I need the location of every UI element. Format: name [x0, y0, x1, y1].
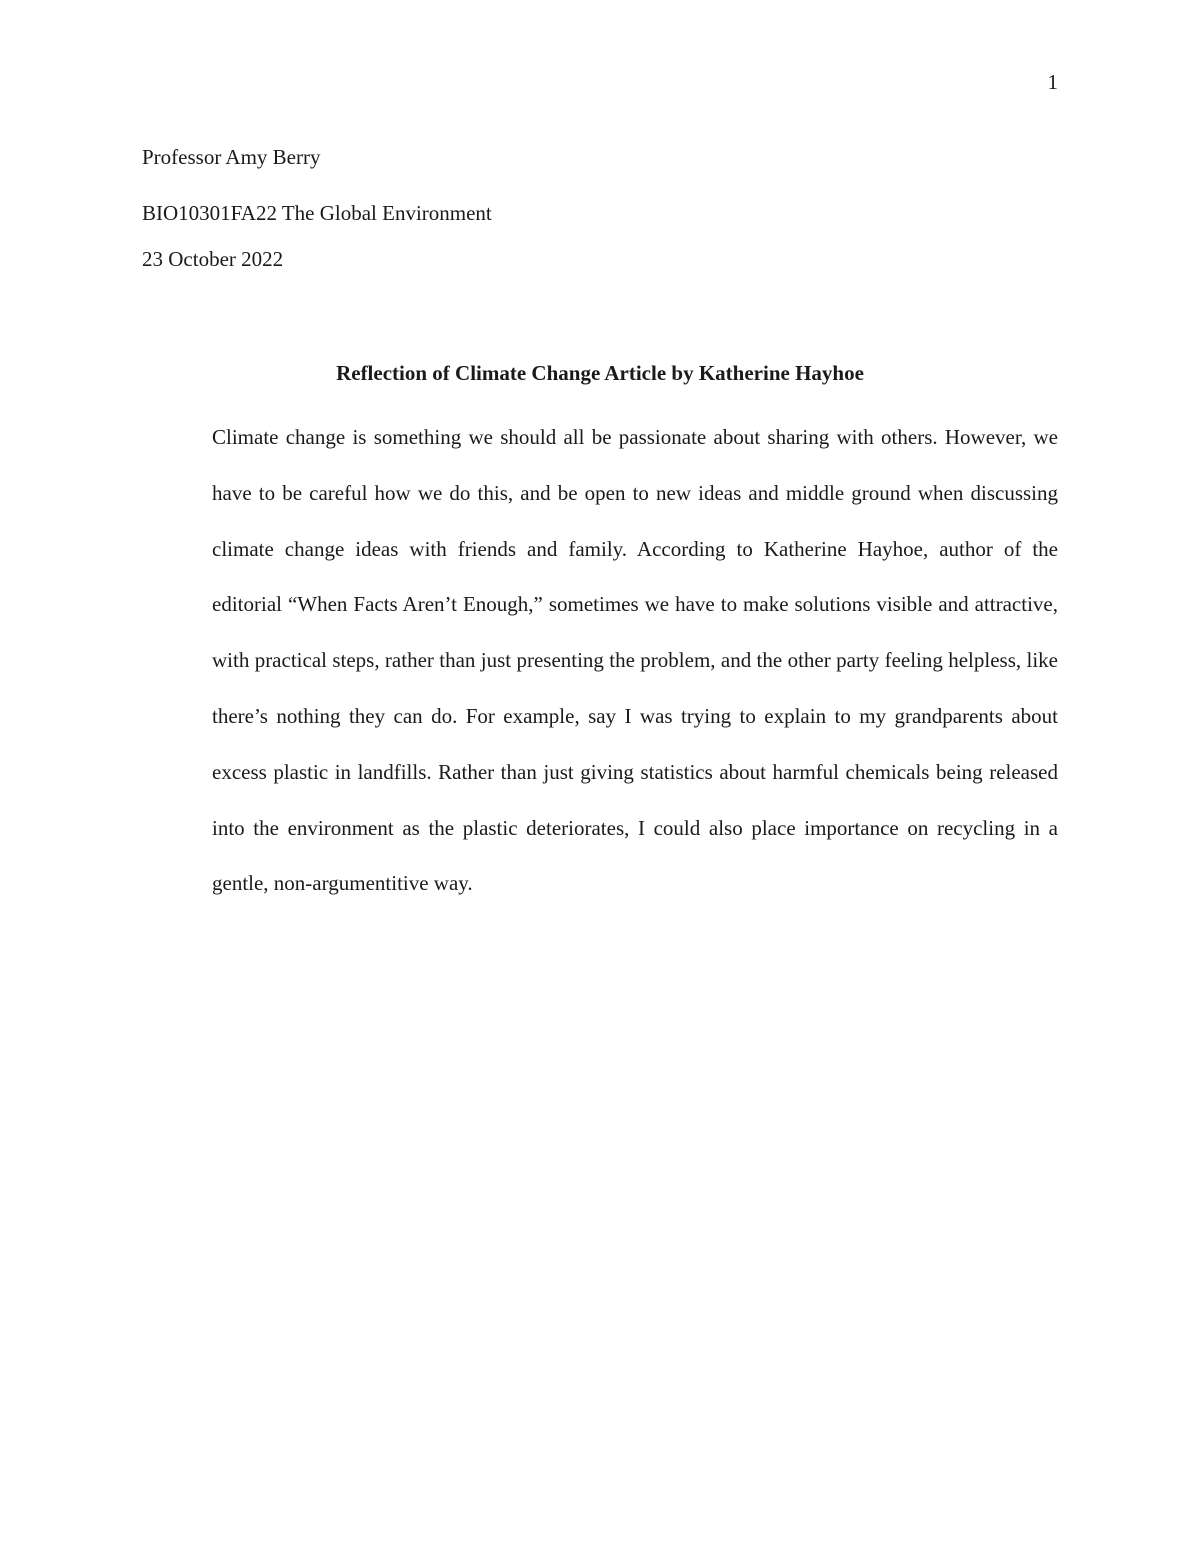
document-date: 23 October 2022 — [142, 247, 284, 271]
page-number: 1 — [1047, 70, 1058, 94]
document-title: Reflection of Climate Change Article by Katherine Hayhoe — [336, 361, 864, 385]
body-paragraph: Climate change is something we should all be passionate about sharing with others. However, we have to be careful how we do this, and be open to new ideas and middle ground when discussing climate change ideas with friends and family. According to Katherine Hayhoe, author of the editorial “When Facts Aren’t Enough,” sometimes we have to make solutions visible and attractive, with practical steps, rather than just presenting the problem, and the other party feeling helpless, like there’s nothing they can do. For example, say I was trying to explain to my grandparents about excess plastic in landfills. Rather than just giving statistics about harmful chemicals being released into the environment as the plastic deteriorates, I could also place importance on recycling in a gentle, non-argumentitive way. — [212, 425, 1058, 896]
instructor-name: Professor Amy Berry — [142, 145, 321, 169]
course-name: BIO10301FA22 The Global Environment — [142, 201, 492, 225]
